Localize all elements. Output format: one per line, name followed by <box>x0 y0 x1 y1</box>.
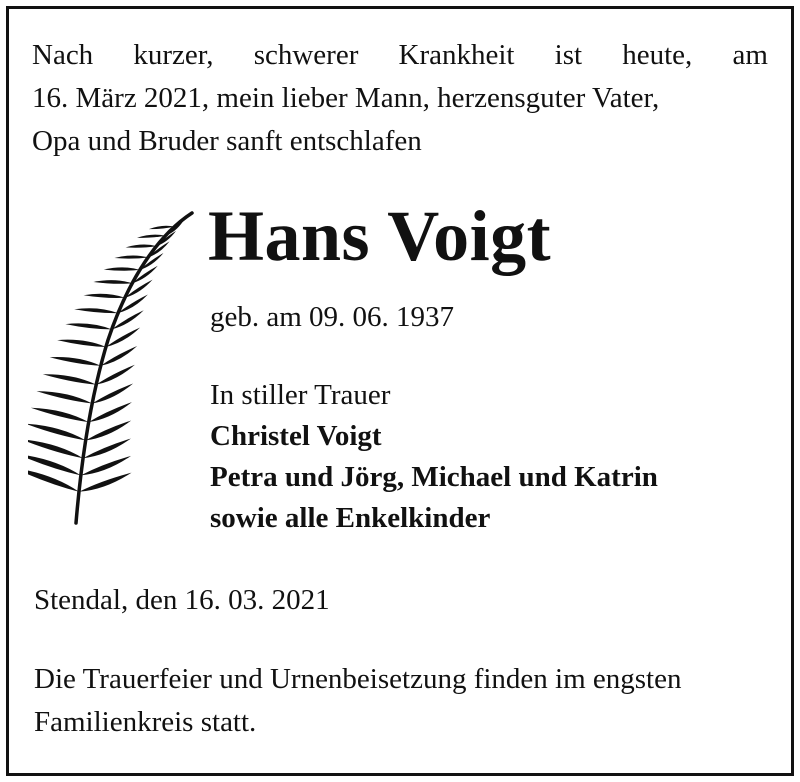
palm-leaflet <box>174 213 190 226</box>
palm-leaflet <box>57 340 106 347</box>
palm-leaflet <box>36 391 92 403</box>
palm-leaflet <box>137 235 165 238</box>
intro-word: schwerer <box>253 39 359 71</box>
notice-line-1: Die Trauerfeier und Urnenbeisetzung finden im engsten <box>34 663 682 695</box>
intro-word: am <box>732 39 768 71</box>
intro-word: ist <box>554 39 583 71</box>
intro-line-3: Opa und Bruder sanft entschlafen <box>32 125 422 157</box>
palm-leaflet <box>31 408 89 422</box>
palm-leaflet <box>65 323 111 329</box>
mourners-intro: In stiller Trauer <box>210 379 391 411</box>
palm-leaflet <box>84 294 125 298</box>
place-and-date: Stendal, den 16. 03. 2021 <box>34 584 330 616</box>
palm-leaflet <box>104 267 140 270</box>
palm-leaflet <box>89 402 132 422</box>
palm-leaflet <box>79 473 132 492</box>
notice-line-2: Familienkreis statt. <box>34 706 257 738</box>
palm-leaflet <box>83 438 131 458</box>
intro-text <box>32 34 768 163</box>
intro-word: heute, <box>622 39 693 71</box>
palm-leaflet <box>74 308 118 313</box>
palm-leaflet <box>86 420 132 440</box>
intro-line-1 <box>32 34 768 77</box>
palm-leaflet <box>81 456 131 475</box>
palm-leaflet <box>93 280 132 284</box>
funeral-notice <box>34 658 768 744</box>
palm-leaflet <box>28 439 83 458</box>
palm-frond-icon <box>28 205 198 530</box>
mourner-name: sowie alle Enkelkinder <box>210 502 491 534</box>
palm-leaflet <box>28 454 81 475</box>
intro-line-2: 16. März 2021, mein lieber Mann, herzensguter Vater, <box>32 82 660 114</box>
mourner-name: Petra und Jörg, Michael und Katrin <box>210 461 658 493</box>
deceased-name: Hans Voigt <box>208 196 552 276</box>
intro-word: Nach <box>32 39 94 71</box>
birth-date: geb. am 09. 06. 1937 <box>210 301 455 333</box>
mourner-name: Christel Voigt <box>210 420 382 452</box>
intro-word: Krankheit <box>398 39 515 71</box>
palm-leaflet <box>43 374 96 384</box>
palm-leaflet <box>126 245 157 248</box>
palm-leaflet <box>92 383 133 403</box>
mourners-block <box>210 375 658 539</box>
palm-leaflet <box>28 424 86 441</box>
intro-word: kurzer, <box>133 39 214 71</box>
palm-leaflet <box>114 255 148 258</box>
palm-leaflet <box>50 357 101 366</box>
